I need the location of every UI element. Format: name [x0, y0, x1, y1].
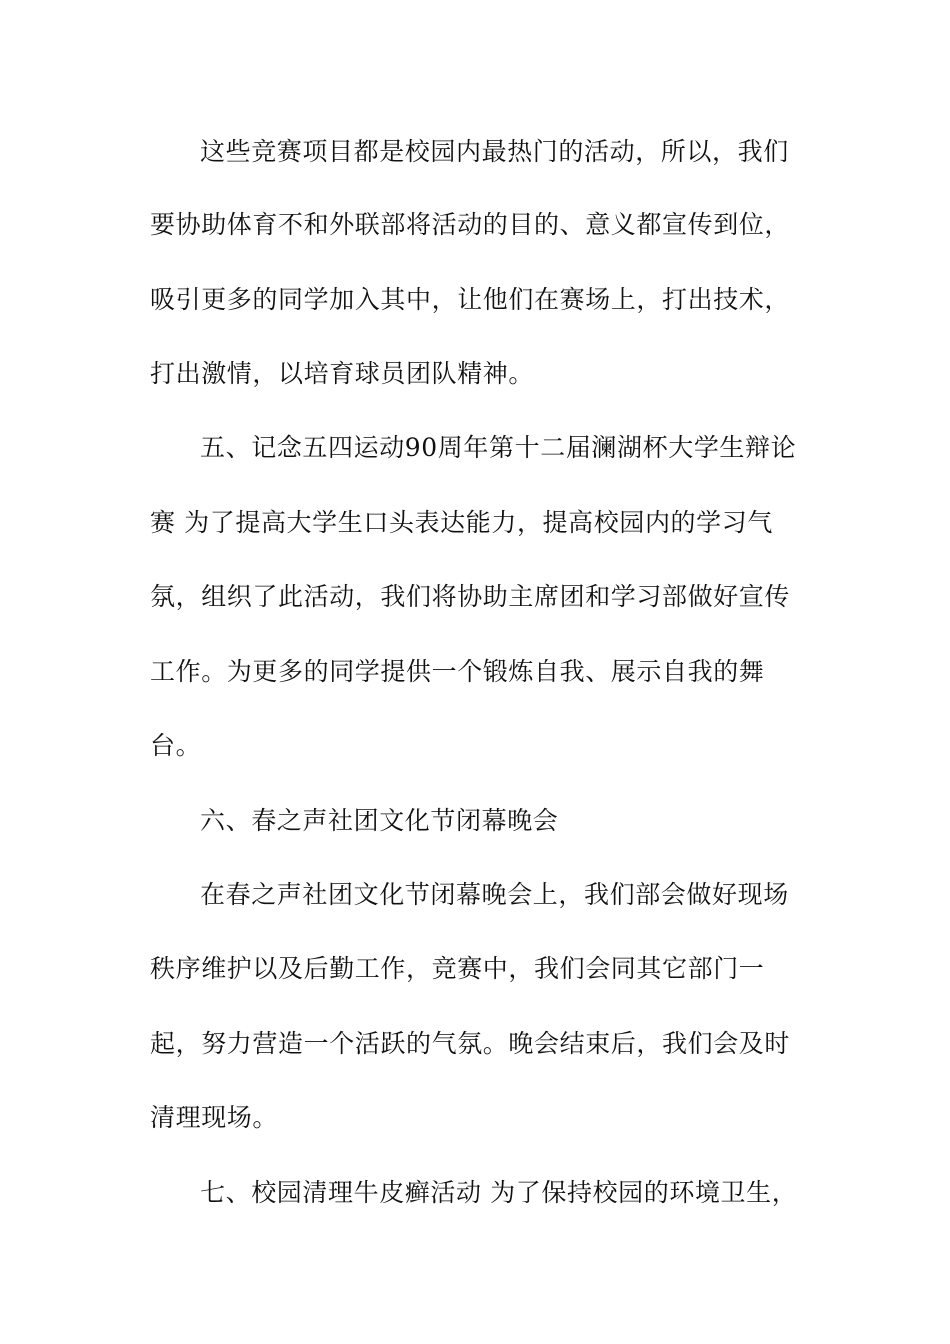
text-line: 台。 [150, 731, 202, 760]
text-line: 工作。为更多的同学提供一个锻炼自我、展示自我的舞 [150, 657, 765, 686]
text-line: 在春之声社团文化节闭幕晚会上，我们部会做好现场 [200, 880, 789, 909]
text-line: 清理现场。 [150, 1103, 279, 1132]
text-line: 七、校园清理牛皮癣活动 为了保持校园的环境卫生， [200, 1178, 798, 1207]
text-line: 氛，组织了此活动，我们将协助主席团和学习部做好宣传 [150, 582, 791, 611]
section-heading: 六、春之声社团文化节闭幕晚会 [200, 806, 559, 835]
text-line: 这些竞赛项目都是校园内最热门的活动，所以，我们 [200, 137, 789, 166]
text-line: 吸引更多的同学加入其中，让他们在赛场上，打出技术， [150, 285, 791, 314]
text-line: 五、记念五四运动90周年第十二届澜湖杯大学生辩论 [200, 433, 797, 462]
text-line: 秩序维护以及后勤工作，竞赛中，我们会同其它部门一 [150, 954, 765, 983]
text-line: 要协助体育不和外联部将活动的目的、意义都宣传到位， [150, 210, 791, 239]
text-line: 打出激情，以培育球员团队精神。 [150, 359, 535, 388]
text-line: 赛 为了提高大学生口头表达能力，提高校园内的学习气 [150, 508, 773, 537]
text-line: 起，努力营造一个活跃的气氛。晚会结束后，我们会及时 [150, 1029, 791, 1058]
